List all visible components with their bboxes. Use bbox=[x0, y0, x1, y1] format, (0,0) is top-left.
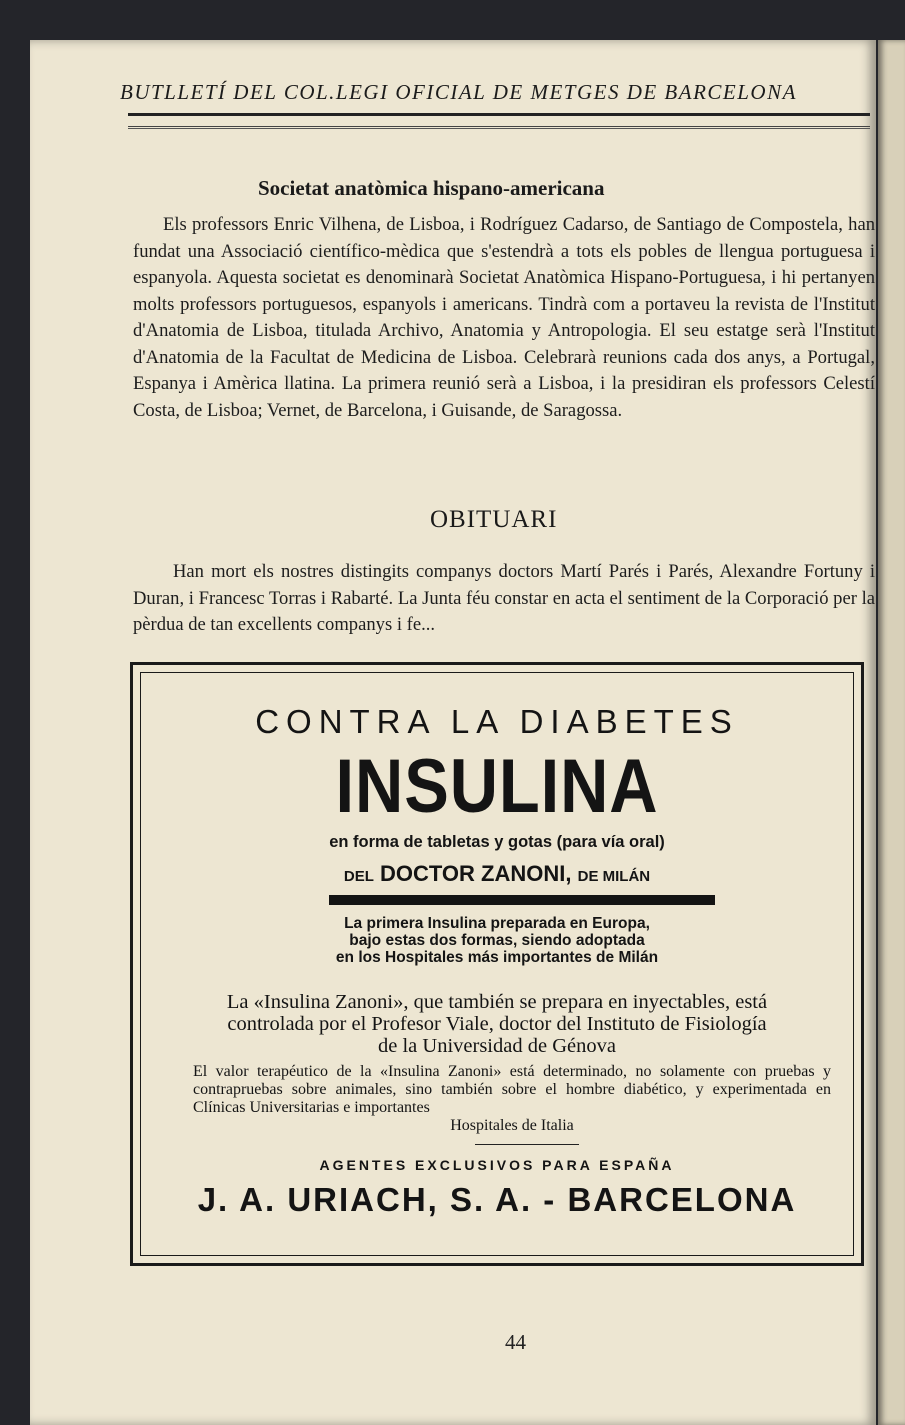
ad-feature-line: La primera Insulina preparada en Europa, bbox=[344, 915, 650, 932]
ad-value-paragraph: El valor terapéutico de la «Insulina Zanoni» está determinado, no solamente con pruebas y contrapruebas sobre animales, sino también sobre el hombre diabético, y experimentada en Clínicas Universitarias e importantes bbox=[193, 1063, 831, 1116]
ad-feature-line: bajo estas dos formas, siendo adoptada bbox=[349, 932, 645, 949]
running-head: BUTLLETÍ DEL COL.LEGI OFICIAL DE METGES DE BARCELONA bbox=[120, 80, 797, 104]
page-number: 44 bbox=[505, 1330, 526, 1354]
ad-statement bbox=[141, 991, 853, 1057]
ad-divider bbox=[475, 1144, 579, 1145]
ad-form-line: en forma de tabletas y gotas (para vía oral) bbox=[329, 833, 665, 851]
ad-statement-line: controlada por el Profesor Viale, doctor del Instituto de Fisiología bbox=[227, 1013, 767, 1035]
adjacent-page-edge bbox=[878, 40, 905, 1425]
ad-headline: CONTRA LA DIABETES bbox=[255, 703, 739, 740]
obituary-title: OBITUARI bbox=[430, 506, 558, 533]
ad-value-text bbox=[193, 1063, 831, 1135]
ad-statement-line: La «Insulina Zanoni», que también se prepara en inyectables, está bbox=[226, 991, 768, 1013]
article-title: Societat anatòmica hispano-americana bbox=[258, 176, 605, 200]
ad-product-name: INSULINA bbox=[335, 744, 659, 829]
ad-black-bar bbox=[329, 895, 715, 905]
header-rule-thin bbox=[128, 128, 870, 129]
ad-doctor-prefix: DEL bbox=[343, 868, 374, 885]
advertisement-inner-frame bbox=[140, 672, 854, 1256]
obituary-paragraph: Han mort els nostres distingits companys doctors Martí Parés i Parés, Alexandre Fortuny i Duran, i Francesc Torras i Rabarté. La Junta féu constar en acta el sentiment de la Corporació per la pèrdua de tan excellents companys i fe... bbox=[133, 561, 875, 635]
ad-agent-name: J. A. URIACH, S. A. - BARCELONA bbox=[197, 1181, 797, 1218]
document-page bbox=[30, 40, 876, 1425]
ad-doctor-line bbox=[141, 861, 853, 887]
ad-value-last-line: Hospitales de Italia bbox=[450, 1117, 574, 1134]
ad-doctor-suffix: DE MILÁN bbox=[577, 868, 651, 885]
header-rule bbox=[128, 113, 870, 127]
ad-statement-line: de la Universidad de Génova bbox=[378, 1035, 616, 1057]
advertisement bbox=[130, 662, 864, 1266]
ad-feature-line: en los Hospitales más importantes de Milán bbox=[335, 949, 659, 966]
ad-agents-label: AGENTES EXCLUSIVOS PARA ESPAÑA bbox=[319, 1157, 675, 1173]
ad-doctor-name: DOCTOR ZANONI, bbox=[380, 861, 572, 886]
ad-features bbox=[141, 915, 853, 966]
article-paragraph: Els professors Enric Vilhena, de Lisboa, i Rodríguez Cadarso, de Santiago de Compostela, han fundat una Associació científico-mèdica que s'estendrà a tots els pobles de llengua portuguesa i espanyola. Aquesta societat es denominarà Societat Anatòmica Hispano-Portuguesa, i hi pertanyen molts professors portuguesos, espanyols i americans. Tindrà com a portaveu la revista de l'Institut d'Anatomia de Lisboa, titulada Archivo, Anatomia y Antropologia. El seu estatge serà l'Institut d'Anatomia de la Facultat de Medicina de Lisboa. Celebrarà reunions cada dos anys, a Portugal, Espanya i Amèrica llatina. La primera reunió serà a Lisboa, i la presidiran els professors Celestí Costa, de Lisboa; Vernet, de Barcelona, i Guisande, de Saragossa. bbox=[133, 214, 875, 421]
